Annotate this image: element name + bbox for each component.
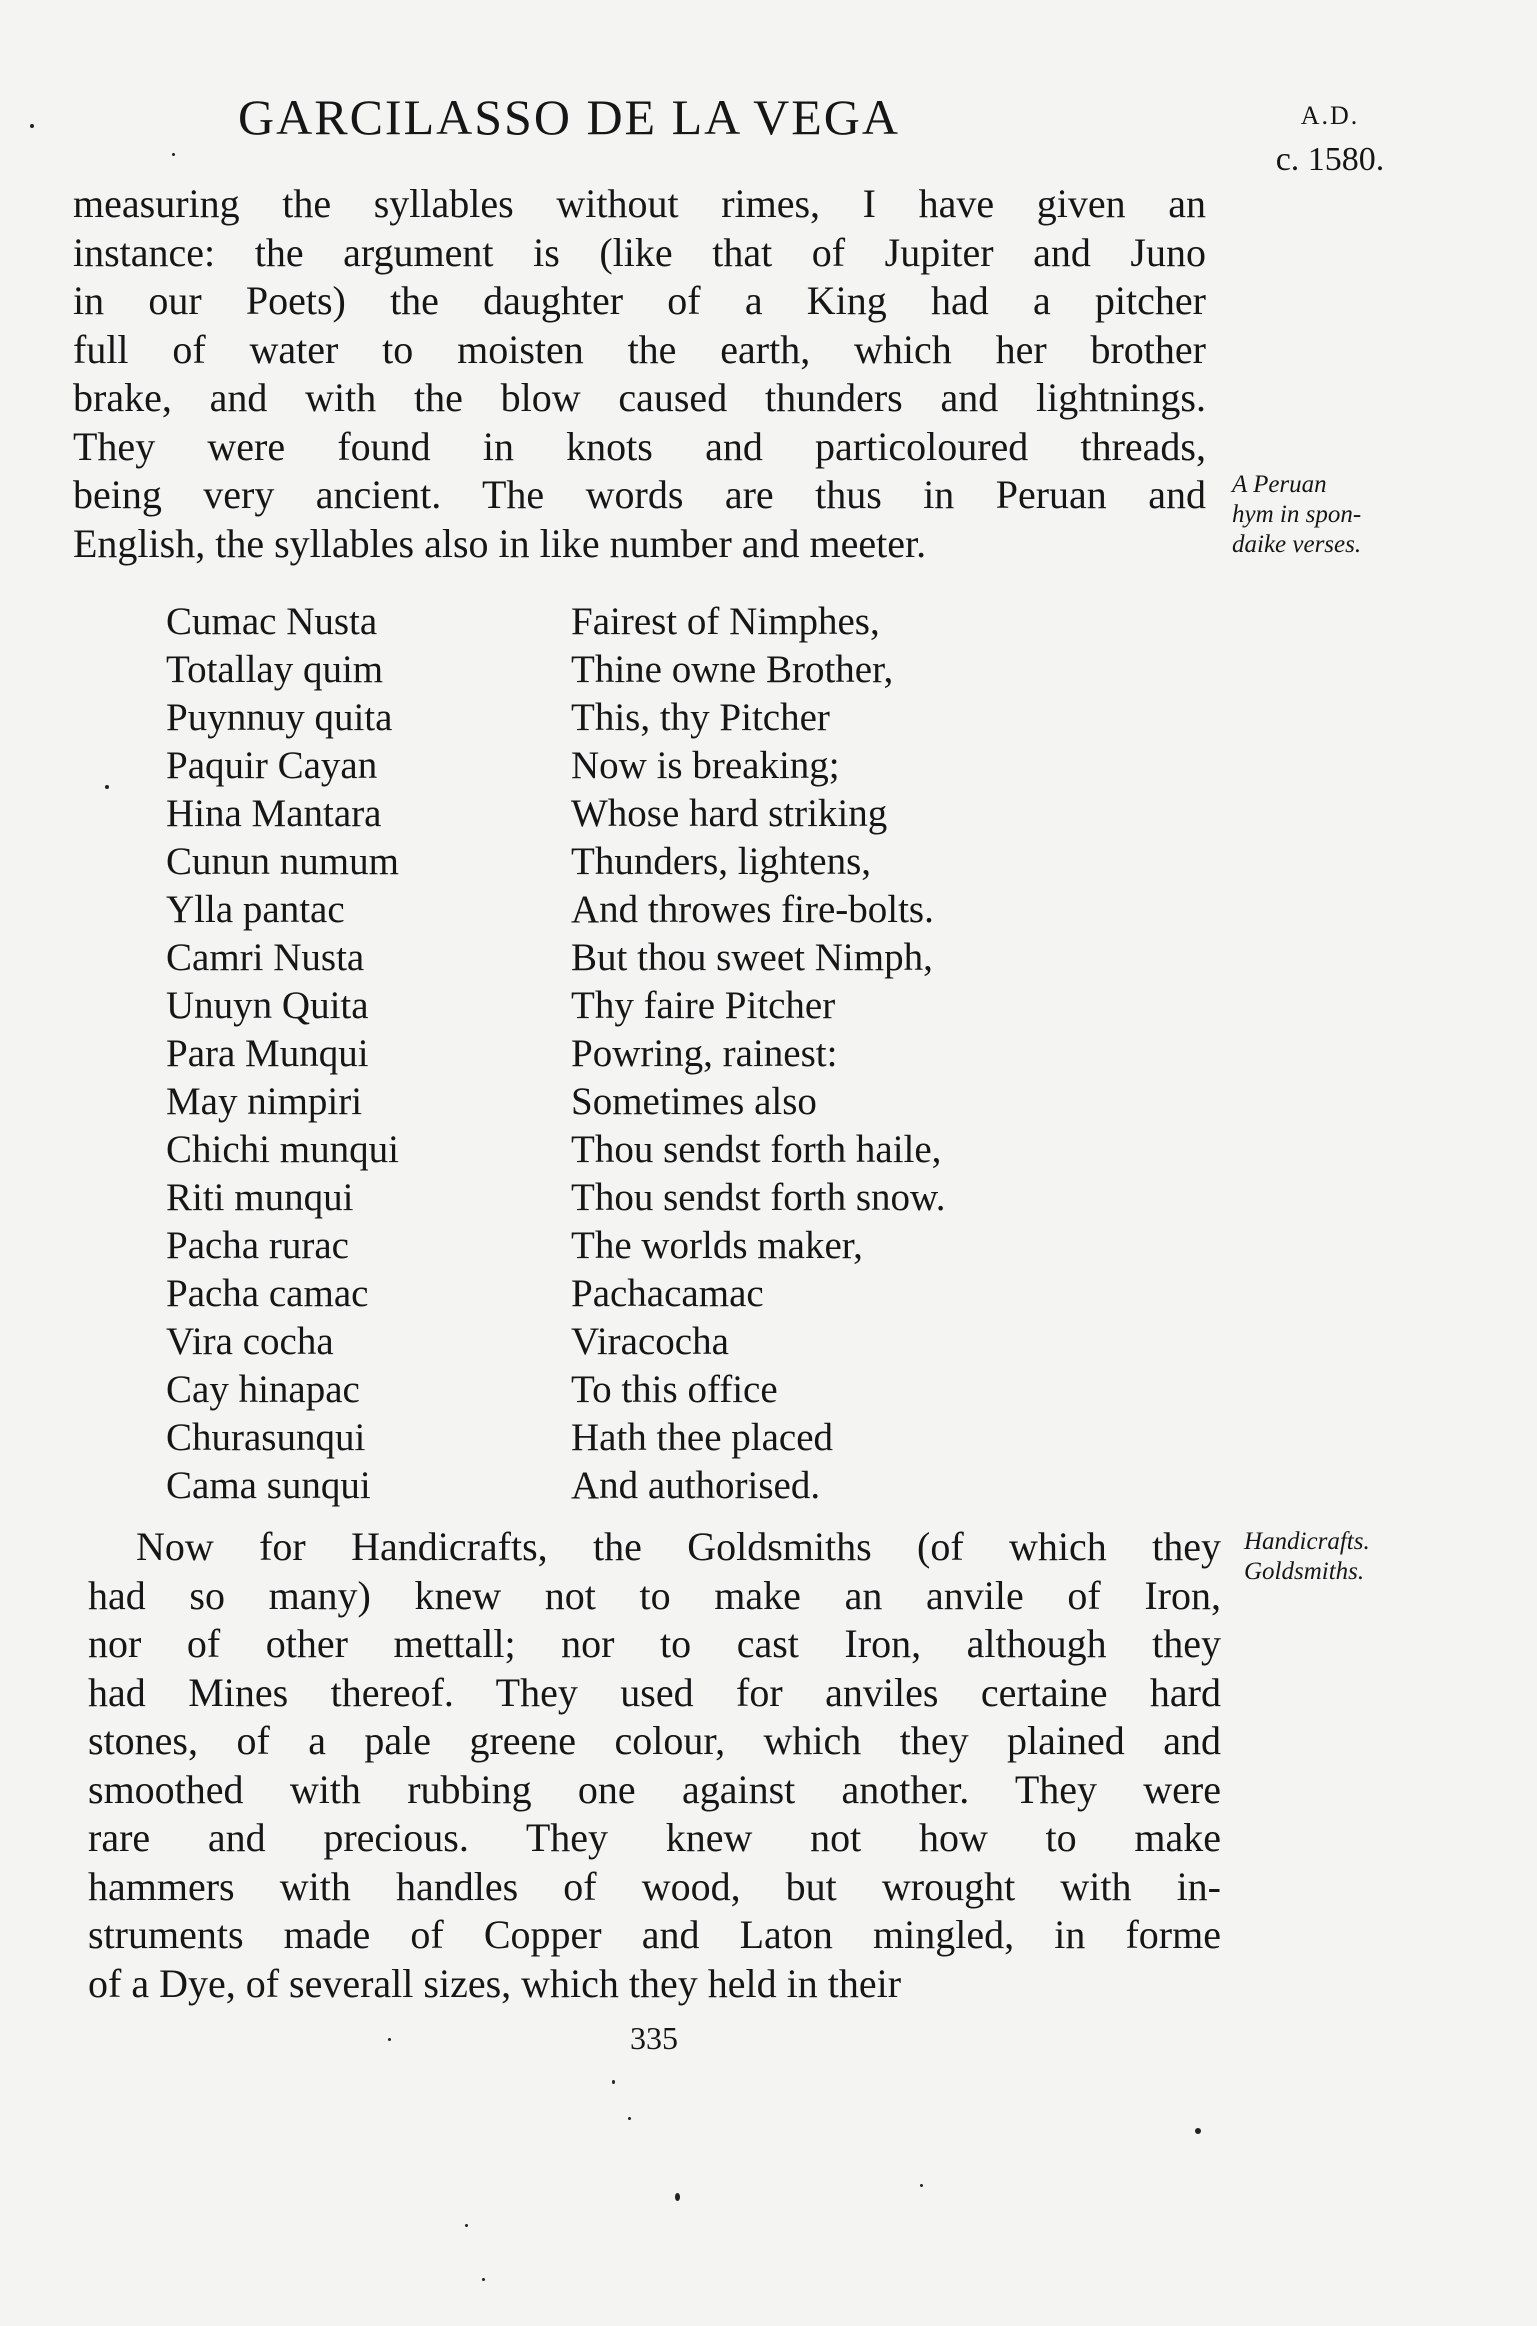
paragraph-1 [73, 180, 1206, 568]
text-line: struments made of Copper and Laton mingled, in forme [88, 1912, 1221, 1957]
english-verse: Thy faire Pitcher [571, 984, 836, 1027]
peruan-verse: Hina Mantara [166, 792, 382, 835]
peruan-verse: Camri Nusta [166, 936, 365, 979]
english-verse: Now is breaking; [571, 744, 840, 787]
english-verse: And throwes fire-bolts. [571, 888, 934, 931]
date-year: c. 1580. [1275, 141, 1385, 178]
poem-line [166, 886, 945, 934]
peruan-verse: Cama sunqui [166, 1464, 371, 1507]
english-verse: Thunders, lightens, [571, 840, 872, 883]
english-verse: And authorised. [571, 1464, 821, 1507]
text-line: stones, of a pale greene colour, which they plained and [88, 1718, 1221, 1763]
english-verse: Thou sendst forth haile, [571, 1128, 942, 1171]
english-verse: Pachacamac [571, 1272, 764, 1315]
poem-line [166, 598, 945, 646]
poem-line [166, 790, 945, 838]
margin-note-line: Handicrafts. [1244, 1528, 1370, 1555]
text-line: had so many) knew not to make an anvile of Iron, [88, 1572, 1221, 1618]
margin-note-line: daike verses. [1232, 531, 1362, 558]
poem-line [166, 1174, 945, 1222]
text-line: hammers with handles of wood, but wrought with in- [88, 1863, 1221, 1909]
text-line: in our Poets) the daughter of a King had a pitcher [73, 278, 1206, 323]
peruan-verse: Paquir Cayan [166, 744, 378, 787]
text-line: They were found in knots and particoloured threads, [73, 423, 1206, 469]
poem-line [166, 1270, 945, 1318]
ink-speck [628, 2117, 631, 2120]
text-line: rare and precious. They knew not how to make [88, 1815, 1221, 1860]
poem-line [166, 934, 945, 982]
text-line: had Mines thereof. They used for anviles certaine hard [88, 1669, 1221, 1715]
ink-speck [30, 124, 34, 128]
ink-speck [388, 2038, 391, 2041]
poem-line [166, 982, 945, 1030]
peruan-verse: Churasunqui [166, 1416, 366, 1459]
poem-line [166, 1222, 945, 1270]
poem-line [166, 1366, 945, 1414]
peruan-verse: Puynnuy quita [166, 696, 393, 739]
poem-line [166, 1318, 945, 1366]
english-verse: Whose hard striking [571, 792, 888, 835]
date-prefix: A.D. [1300, 101, 1360, 130]
text-line: English, the syllables also in like number and meeter. [73, 520, 927, 566]
margin-note-line: hym in spon- [1232, 501, 1362, 528]
english-verse: To this office [571, 1368, 778, 1411]
peruan-verse: Para Munqui [166, 1032, 369, 1075]
peruan-verse: Ylla pantac [166, 888, 345, 931]
english-verse: This, thy Pitcher [571, 696, 830, 739]
peruan-poem [166, 598, 945, 1510]
text-line: smoothed with rubbing one against another. They were [88, 1766, 1221, 1812]
peruan-verse: Cunun numum [166, 840, 399, 883]
poem-line [166, 646, 945, 694]
poem-line [166, 1126, 945, 1174]
peruan-verse: Vira cocha [166, 1320, 334, 1363]
poem-line [166, 1030, 945, 1078]
date-block [1255, 94, 1405, 182]
english-verse: But thou sweet Nimph, [571, 936, 933, 979]
peruan-verse: Unuyn Quita [166, 984, 369, 1027]
paragraph-2 [88, 1523, 1221, 2008]
text-line: full of water to moisten the earth, which her brother [73, 326, 1206, 372]
text-line: instance: the argument is (like that of Jupiter and Juno [73, 229, 1206, 275]
peruan-verse: Cay hinapac [166, 1368, 360, 1411]
ink-speck [482, 2278, 485, 2281]
margin-note-handicrafts [1244, 1527, 1370, 1587]
english-verse: The worlds maker, [571, 1224, 863, 1267]
text-line: measuring the syllables without rimes, I have given an [73, 181, 1206, 226]
poem-line [166, 694, 945, 742]
poem-line [166, 1078, 945, 1126]
margin-note-peruan-hymn [1232, 470, 1361, 560]
english-verse: Powring, rainest: [571, 1032, 838, 1075]
ink-speck [172, 153, 175, 156]
ink-speck [612, 2080, 615, 2084]
peruan-verse: Pacha rurac [166, 1224, 349, 1267]
ink-speck [105, 785, 109, 789]
poem-line [166, 1414, 945, 1462]
poem-line [166, 838, 945, 886]
text-line: nor of other mettall; nor to cast Iron, although they [88, 1621, 1221, 1666]
peruan-verse: Totallay quim [166, 648, 384, 691]
peruan-verse: Chichi munqui [166, 1128, 399, 1171]
margin-note-line: A Peruan [1232, 471, 1327, 498]
poem-line [166, 742, 945, 790]
text-line: Now for Handicrafts, the Goldsmiths (of which they [136, 1524, 1221, 1569]
english-verse: Thine owne Brother, [571, 648, 894, 691]
english-verse: Hath thee placed [571, 1416, 834, 1459]
english-verse: Thou sendst forth snow. [571, 1176, 946, 1219]
peruan-verse: Riti munqui [166, 1176, 354, 1219]
running-title: GARCILASSO DE LA VEGA [238, 89, 900, 145]
page-number: 335 [630, 2020, 678, 2056]
english-verse: Viracocha [571, 1320, 729, 1363]
text-line: of a Dye, of severall sizes, which they held in their [88, 1960, 902, 2006]
text-line: being very ancient. The words are thus in Peruan and [73, 472, 1206, 517]
english-verse: Sometimes also [571, 1080, 817, 1123]
peruan-verse: Cumac Nusta [166, 600, 378, 643]
ink-speck [1195, 2128, 1201, 2134]
text-line: brake, and with the blow caused thunders and lightnings. [73, 375, 1206, 420]
ink-speck [920, 2184, 923, 2187]
peruan-verse: Pacha camac [166, 1272, 369, 1315]
ink-speck [465, 2224, 468, 2227]
ink-speck [675, 2193, 680, 2201]
margin-note-line: Goldsmiths. [1244, 1558, 1365, 1585]
english-verse: Fairest of Nimphes, [571, 600, 880, 643]
peruan-verse: May nimpiri [166, 1080, 363, 1123]
poem-line [166, 1462, 945, 1510]
